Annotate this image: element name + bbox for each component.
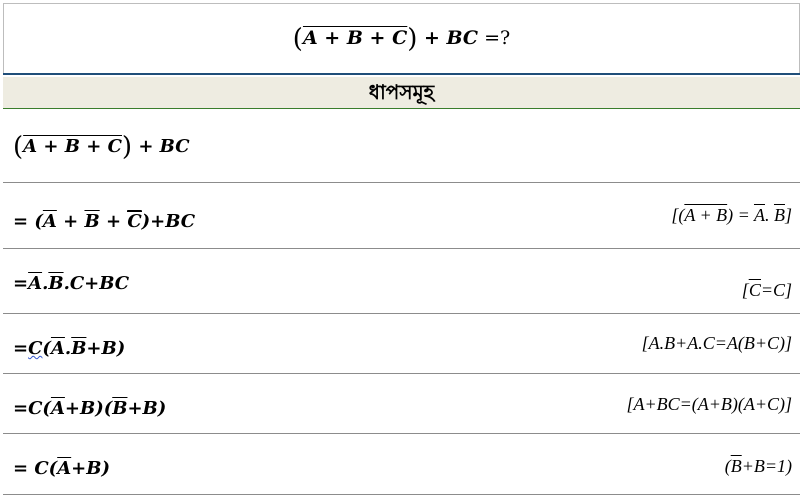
question-expression: (A + B + C) + BC =? bbox=[292, 24, 511, 54]
step-row-3 bbox=[3, 249, 800, 314]
step-2-expression: = $(\overline{A} + \overline{B} + C)+BC$ bbox=[13, 211, 196, 232]
step-5-rule: [A+BC=(A+B)(A+C)] bbox=[626, 394, 792, 414]
step-row-5 bbox=[3, 374, 800, 434]
header-top-rule bbox=[3, 73, 800, 75]
step-2-rule: [$(A + B) = \overline{A}$. $\overline{B}$] bbox=[671, 205, 792, 225]
step-3-expression: $=\overline{A}.\overline{B}.C+BC$ bbox=[13, 273, 130, 294]
step-row-4 bbox=[3, 314, 800, 374]
step-row-6 bbox=[3, 434, 800, 495]
step-row-1 bbox=[3, 110, 800, 183]
top-border bbox=[3, 3, 800, 4]
step-6-expression: = $C(\overline{A}+B)$ bbox=[13, 458, 110, 479]
step-6-rule: $(\overline{B}+B=1)$ bbox=[724, 456, 792, 476]
steps-header: ধাপসমূহ bbox=[3, 77, 800, 108]
header-bottom-rule bbox=[3, 108, 800, 109]
step-4-rule: [A.B+A.C=A(B+C)] bbox=[641, 333, 792, 353]
step-5-expression: $=C(\overline{A}+B)(\overline{B}+B)$ bbox=[13, 398, 167, 419]
question-overlined-sum: A + B + C bbox=[302, 27, 408, 49]
step-row-2 bbox=[3, 183, 800, 249]
step-3-rule: [C=C] bbox=[741, 280, 792, 300]
step-4-expression: $=C(\overline{A}.\overline{B}+B)$ bbox=[13, 338, 126, 359]
step-1-expression: (A + B + C) + BC bbox=[13, 132, 190, 162]
